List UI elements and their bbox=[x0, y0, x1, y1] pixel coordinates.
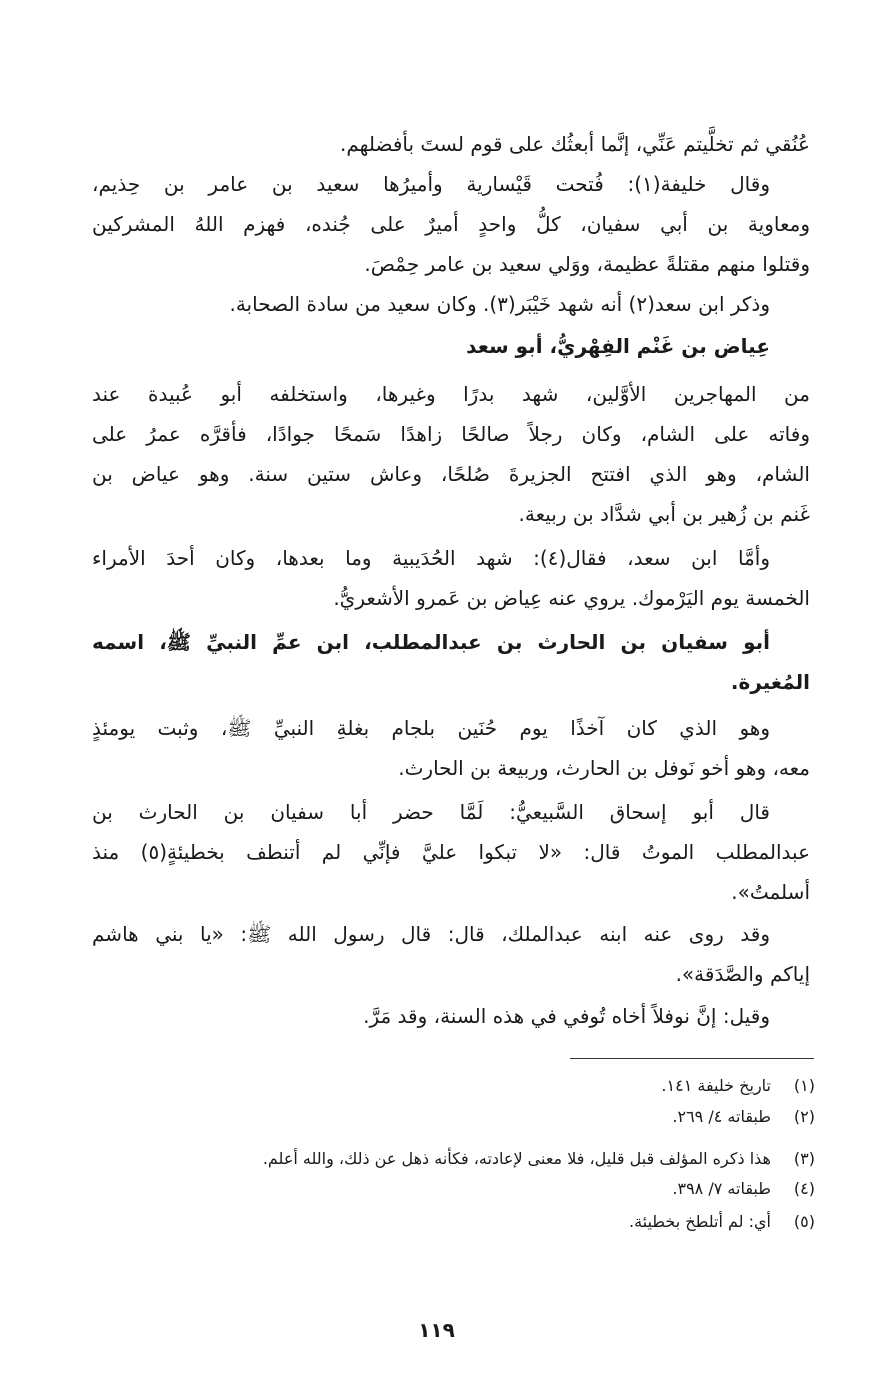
footnote-number: (٤) bbox=[793, 1179, 815, 1198]
footnote-text: هذا ذكره المؤلف قبل قليل، فلا معنى لإعادته، فكأنه ذهل عن ذلك، والله أعلم. bbox=[262, 1149, 771, 1168]
footnote-text: أي: لم أتلطخ بخطيئة. bbox=[628, 1212, 771, 1231]
text-line: وأمَّا ابن سعد، فقال(٤): شهد الحُدَيبية وما بعدها، وكان أحدَ الأمراء bbox=[92, 546, 770, 570]
section-heading: أبو سفيان بن الحارث بن عبدالمطلب، ابن عمِّ النبيِّ ﷺ، اسمه bbox=[92, 630, 770, 654]
section-heading: عِياض بن غَنْم الفِهْريُّ، أبو سعد bbox=[466, 334, 770, 358]
footnote-divider bbox=[570, 1058, 814, 1059]
text-line: وذكر ابن سعد(٢) أنه شهد خَيْبَر(٣). وكان سعيد من سادة الصحابة. bbox=[229, 292, 770, 316]
footnote bbox=[115, 1072, 815, 1100]
text-line: قال أبو إسحاق السَّبيعيُّ: لَمَّا حضر أبا سفيان بن الحارث بن bbox=[92, 800, 770, 824]
text-line: ومعاوية بن أبي سفيان، كلُّ واحدٍ أميرٌ على جُنده، فهزم اللهُ المشركين bbox=[92, 212, 810, 236]
text-line: أسلمتُ». bbox=[731, 880, 810, 904]
footnote-number: (١) bbox=[793, 1076, 815, 1095]
footnote-number: (٣) bbox=[793, 1149, 815, 1168]
section-heading: المُغيرة. bbox=[730, 670, 810, 694]
text-line: وقتلوا منهم مقتلةً عظيمة، ووَلي سعيد بن عامر حِمْصَ. bbox=[364, 252, 810, 276]
text-line: عبدالمطلب الموتُ قال: «لا تبكوا عليَّ فإنِّي لم أتنطف بخطيئةٍ(٥) منذ bbox=[92, 840, 810, 864]
text-line: وقال خليفة(١): فُتحت قَيْسارية وأميرُها سعيد بن عامر بن حِذيم، bbox=[92, 172, 770, 196]
footnote bbox=[115, 1103, 815, 1131]
footnote bbox=[115, 1175, 815, 1203]
text-line: إياكم والصَّدَقة». bbox=[675, 962, 810, 986]
text-line: عُنُقي ثم تخلَّيتم عَنِّي، إنَّما أبعثُك على قوم لستَ بأفضلهم. bbox=[339, 132, 810, 156]
footnote-text: تاريخ خليفة ١٤١. bbox=[661, 1076, 771, 1095]
page-number: ١١٩ bbox=[418, 1318, 455, 1342]
footnote-text: طبقاته ٧/ ٣٩٨. bbox=[672, 1179, 771, 1198]
text-line: وقيل: إنَّ نوفلاً أخاه تُوفي في هذه السنة، وقد مَرَّ. bbox=[363, 1004, 770, 1028]
text-line: الخمسة يوم اليَرْموك. يروي عنه عِياض بن عَمرو الأشعريُّ. bbox=[333, 586, 810, 610]
footnote-number: (٢) bbox=[793, 1107, 815, 1126]
text-line: وقد روى عنه ابنه عبدالملك، قال: قال رسول الله ﷺ: «يا بني هاشم bbox=[92, 922, 770, 946]
footnote-text: طبقاته ٤/ ٢٦٩. bbox=[672, 1107, 771, 1126]
text-line: الشام، وهو الذي افتتح الجزيرةَ صُلحًا، وعاش ستين سنة. وهو عياض بن bbox=[92, 462, 810, 486]
footnote bbox=[115, 1145, 815, 1173]
footnote-number: (٥) bbox=[793, 1212, 815, 1231]
footnote bbox=[115, 1208, 815, 1236]
text-line: وفاته على الشام، وكان رجلاً صالحًا زاهدًا سَمحًا جوادًا، فأقرَّه عمرُ على bbox=[92, 422, 810, 446]
text-line: وهو الذي كان آخذًا يوم حُنَين بلجام بغلةِ النبيِّ ﷺ، وثبت يومئذٍ bbox=[92, 716, 770, 740]
text-line: من المهاجرين الأوَّلين، شهد بدرًا وغيرها، واستخلفه أبو عُبيدة عند bbox=[92, 382, 810, 406]
text-line: غَنم بن زُهير بن أبي شدَّاد بن ربيعة. bbox=[518, 502, 810, 526]
text-line: معه، وهو أخو نَوفل بن الحارث، وربيعة بن الحارث. bbox=[398, 756, 810, 780]
